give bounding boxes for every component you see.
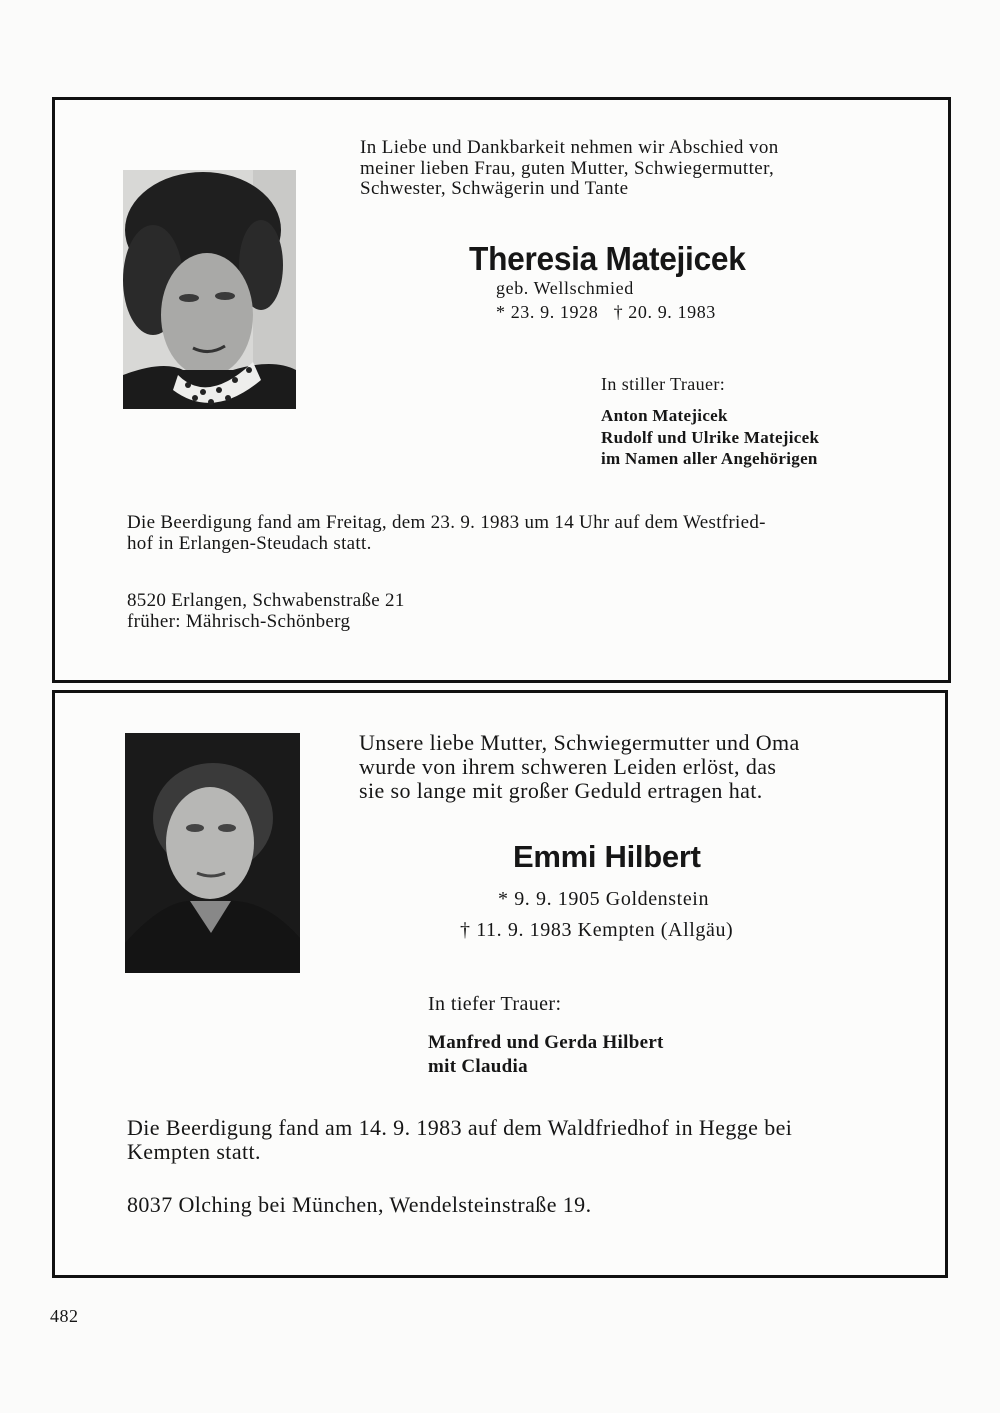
- funeral-line: Kempten statt.: [127, 1139, 261, 1164]
- address-line: früher: Mährisch-Schönberg: [127, 611, 351, 632]
- address: [127, 590, 405, 632]
- mourners-list: [601, 405, 819, 470]
- mourning-heading: In tiefer Trauer:: [428, 993, 562, 1015]
- mourner: Manfred und Gerda Hilbert: [428, 1032, 664, 1053]
- funeral-line: Die Beerdigung fand am Freitag, dem 23. 9. 1983 um 14 Uhr auf dem Westfried-: [127, 512, 766, 533]
- intro-line: wurde von ihrem schweren Leiden erlöst, das: [359, 754, 777, 779]
- funeral-line: hof in Erlangen-Steudach statt.: [127, 533, 372, 554]
- deceased-name: Theresia Matejicek: [469, 240, 746, 277]
- birth-date: * 9. 9. 1905 Goldenstein: [498, 888, 710, 910]
- deceased-name: Emmi Hilbert: [513, 839, 701, 874]
- address: 8037 Olching bei München, Wendelsteinstraße 19.: [127, 1192, 592, 1217]
- mourning-heading: In stiller Trauer:: [601, 374, 726, 394]
- obituary-notice-hilbert: [52, 690, 948, 1278]
- intro-line: meiner lieben Frau, guten Mutter, Schwiegermutter,: [360, 157, 775, 179]
- page-number: 482: [50, 1306, 79, 1326]
- portrait-photo-emmi: [125, 733, 300, 973]
- mourner: Anton Matejicek: [601, 406, 728, 425]
- obituary-notice-matejicek: [52, 97, 951, 683]
- portrait-photo-theresia: [123, 170, 296, 409]
- funeral-text: [127, 1116, 792, 1164]
- death-date: † 11. 9. 1983 Kempten (Allgäu): [460, 919, 734, 941]
- mourners-list: [428, 1031, 664, 1079]
- funeral-text: [127, 512, 766, 554]
- mourner: mit Claudia: [428, 1056, 528, 1077]
- life-dates: * 23. 9. 1928 † 20. 9. 1983: [496, 302, 716, 322]
- maiden-name: geb. Wellschmied: [496, 278, 634, 298]
- funeral-line: Die Beerdigung fand am 14. 9. 1983 auf dem Waldfriedhof in Hegge bei: [127, 1115, 793, 1140]
- intro-text: [360, 138, 900, 200]
- intro-line: sie so lange mit großer Geduld ertragen hat.: [359, 778, 763, 803]
- mourner: im Namen aller Angehörigen: [601, 449, 818, 468]
- intro-text: [359, 731, 800, 803]
- intro-line: Unsere liebe Mutter, Schwiegermutter und Oma: [359, 730, 800, 755]
- mourner: Rudolf und Ulrike Matejicek: [601, 427, 820, 447]
- address-line: 8520 Erlangen, Schwabenstraße 21: [127, 590, 405, 611]
- intro-line: Schwester, Schwägerin und Tante: [360, 178, 629, 199]
- intro-line: In Liebe und Dankbarkeit nehmen wir Abschied von: [360, 137, 779, 158]
